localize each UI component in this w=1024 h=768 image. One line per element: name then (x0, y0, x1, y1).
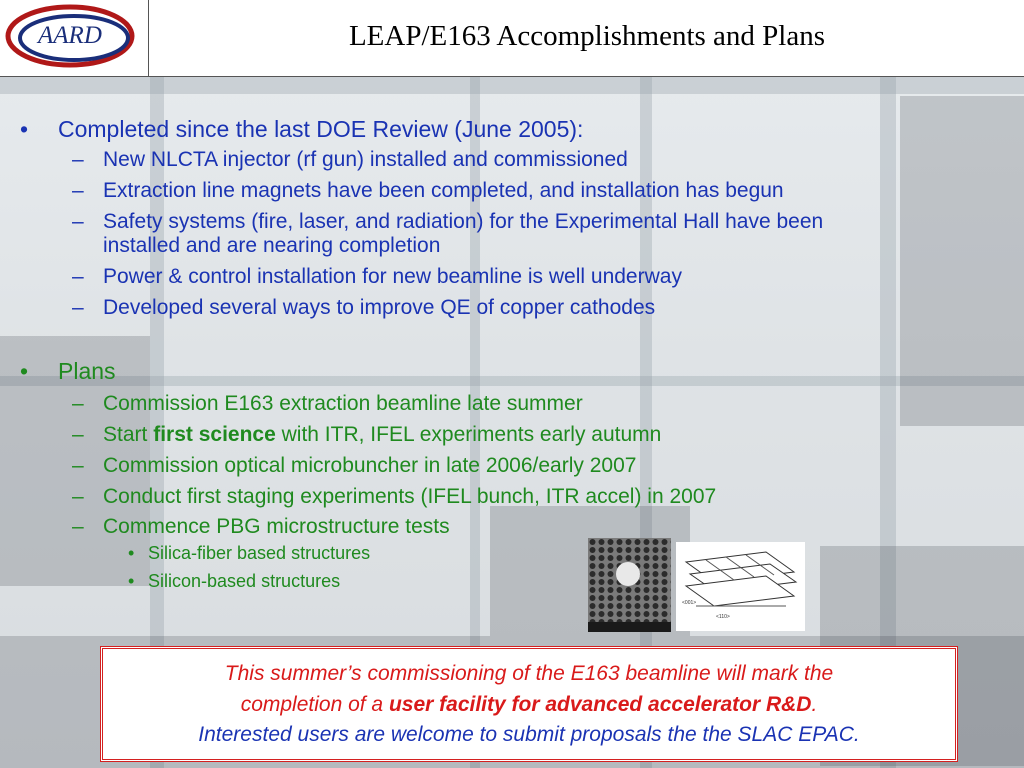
list-item: Power & control installation for new beamline is well underway (103, 265, 682, 288)
list-item: Commission E163 extraction beamline late summer (103, 392, 583, 415)
callout-line-2-start: completion of a (240, 693, 389, 716)
list-item (103, 423, 661, 447)
list-item: New NLCTA injector (rf gun) installed and commissioned (103, 148, 628, 171)
section-heading-completed: Completed since the last DOE Review (June 2005): (58, 116, 584, 142)
section-heading-plans: Plans (58, 358, 116, 384)
aard-logo (0, 0, 149, 76)
dash-icon: – (72, 148, 84, 171)
dash-icon: – (72, 179, 84, 202)
list-item: Commence PBG microstructure tests (103, 515, 450, 538)
list-item-continuation: installed and are nearing completion (103, 234, 441, 257)
bullet-icon: • (20, 358, 29, 384)
logo-text: AARD (38, 22, 102, 49)
list-item-rest: with ITR, IFEL experiments early autumn (281, 423, 662, 446)
list-item: Safety systems (fire, laser, and radiation) for the Experimental Hall have been (103, 210, 824, 233)
svg-text:<001>: <001> (682, 600, 697, 606)
list-item: Developed several ways to improve QE of copper cathodes (103, 296, 656, 319)
dash-icon: – (72, 210, 84, 233)
bullet-icon: • (20, 116, 29, 142)
dash-icon: – (72, 454, 84, 477)
first-science-emphasis: first science (153, 423, 276, 446)
user-facility-emphasis: user facility for advanced accelerator R&D (388, 693, 812, 716)
dash-icon: – (72, 515, 84, 538)
bullet-icon: • (128, 571, 135, 591)
list-item: Commission optical microbuncher in late 2006/early 2007 (103, 454, 637, 477)
silicon-woodpile-structure-diagram (676, 542, 805, 631)
slide-header (0, 0, 1024, 77)
dash-icon: – (72, 485, 84, 508)
sub-list-item: Silica-fiber based structures (148, 543, 371, 563)
sub-list-item: Silicon-based structures (148, 571, 341, 591)
dash-icon: – (72, 423, 84, 446)
callout-line-2-end: . (811, 693, 818, 716)
photonic-fiber-micrograph (588, 538, 671, 632)
bullet-icon: • (128, 543, 135, 563)
list-item: Conduct first staging experiments (IFEL bunch, ITR accel) in 2007 (103, 485, 717, 508)
dash-icon: – (72, 265, 84, 288)
list-item-start: Start (103, 423, 148, 446)
dash-icon: – (72, 296, 84, 319)
dash-icon: – (72, 392, 84, 415)
callout-line-3: Interested users are welcome to submit proposals the the SLAC EPAC. (198, 723, 860, 746)
callout-line-2 (103, 693, 955, 717)
callout-line-1: This summer’s commissioning of the E163 beamline will mark the (224, 662, 834, 685)
list-item: Extraction line magnets have been completed, and installation has begun (103, 179, 784, 202)
svg-text:<110>: <110> (716, 614, 730, 620)
commissioning-callout-box (100, 646, 958, 762)
slide-title: LEAP/E163 Accomplishments and Plans (348, 20, 826, 52)
